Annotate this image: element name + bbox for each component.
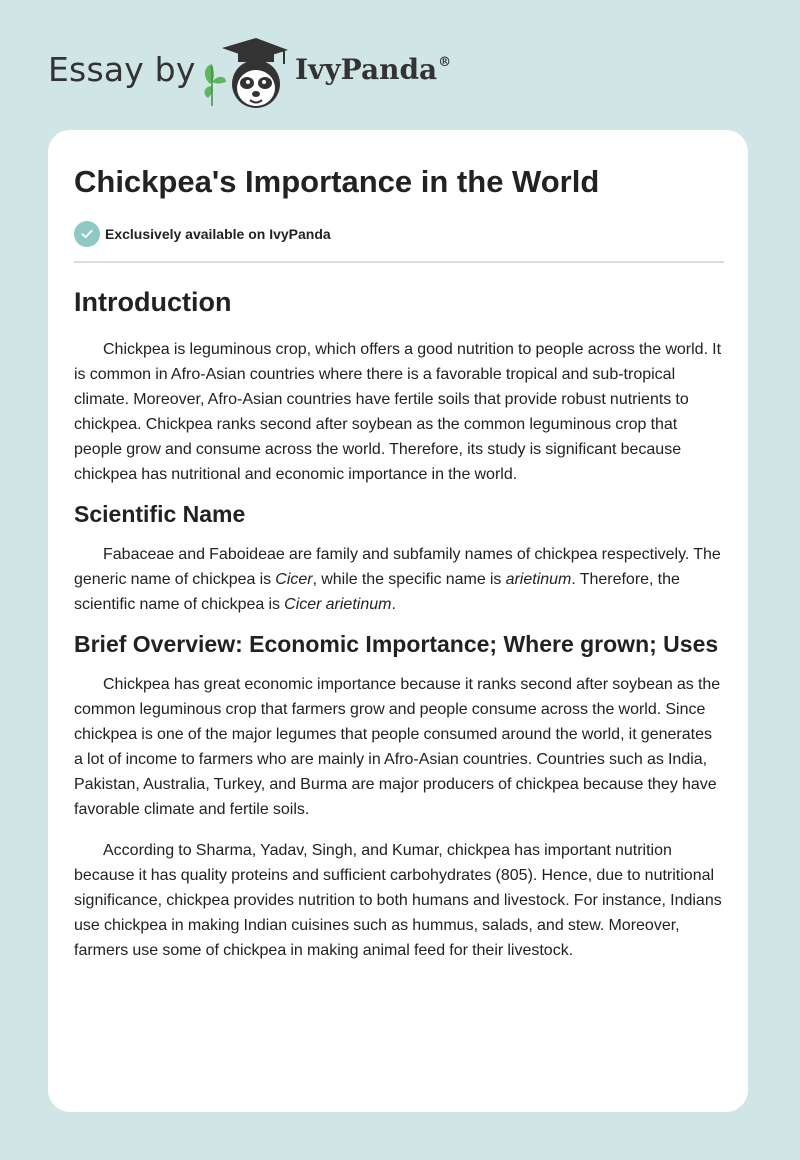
check-circle-icon <box>74 221 100 247</box>
divider <box>74 261 724 263</box>
essay-body <box>74 278 724 963</box>
essay-card <box>48 130 748 1112</box>
leaf-icon <box>205 64 226 106</box>
ivypanda-wordmark[interactable] <box>295 53 451 86</box>
text-run: Fabaceae and Faboideae are family and subfamily names of chickpea respectively. The generic name of chickpea is <box>74 546 721 588</box>
binomial-name: Cicer arietinum <box>284 596 392 613</box>
registered-mark: ® <box>438 55 452 70</box>
essay-by-label: Essay by <box>48 50 196 89</box>
exclusive-badge <box>74 221 331 247</box>
site-header <box>48 34 648 114</box>
paragraph <box>74 542 724 617</box>
panda-graduation-cap-logo-icon[interactable] <box>200 36 290 112</box>
genus-name: Cicer <box>275 571 313 588</box>
text-run: . Therefore, the scientific name of chickpea is <box>74 571 680 613</box>
paragraph: Chickpea has great economic importance because it ranks second after soybean as the common leguminous crop that farmers grow and people consume across the world. Since chickpea is one of the major legumes that people consumed around the world, it generates a lot of income to farmers who are mainly in Afro-Asian countries. Countries such as India, Pakistan, Australia, Turkey, and Burma are major producers of chickpea because they have favorable climate and fertile soils. <box>74 676 721 818</box>
paragraph: According to Sharma, Yadav, Singh, and Kumar, chickpea has important nutrition because it has quality proteins and sufficient carbohydrates (805). Hence, due to nutritional significance, chickpea provides nutrition to both humans and livestock. For instance, Indians use chickpea in making Indian cuisines such as hummus, salads, and stew. Moreover, farmers use some of chickpea in making animal feed for their livestock. <box>74 842 722 959</box>
text-run: . <box>391 596 396 613</box>
section-heading-introduction: Introduction <box>74 287 232 317</box>
exclusive-badge-text: Exclusively available on IvyPanda <box>105 226 331 242</box>
text-run: , while the specific name is <box>312 571 506 588</box>
paragraph: Chickpea is leguminous crop, which offers a good nutrition to people across the world. It is common in Afro-Asian countries where there is a favorable tropical and sub-tropical climate. Moreover, Afro-Asian countries have fertile soils that provide robust nutrients to chickpea. Chickpea ranks second after soybean as the common leguminous crop that people grow and consume across the world. Therefore, its study is significant because chickpea has nutritional and economic importance in the world. <box>74 341 722 483</box>
brand-name: IvyPanda <box>295 53 438 86</box>
section-heading-scientific-name: Scientific Name <box>74 501 246 527</box>
section-heading-brief-overview: Brief Overview: Economic Importance; Where grown; Uses <box>74 631 719 657</box>
species-name: arietinum <box>505 571 572 588</box>
page-title: Chickpea's Importance in the World <box>74 164 600 199</box>
